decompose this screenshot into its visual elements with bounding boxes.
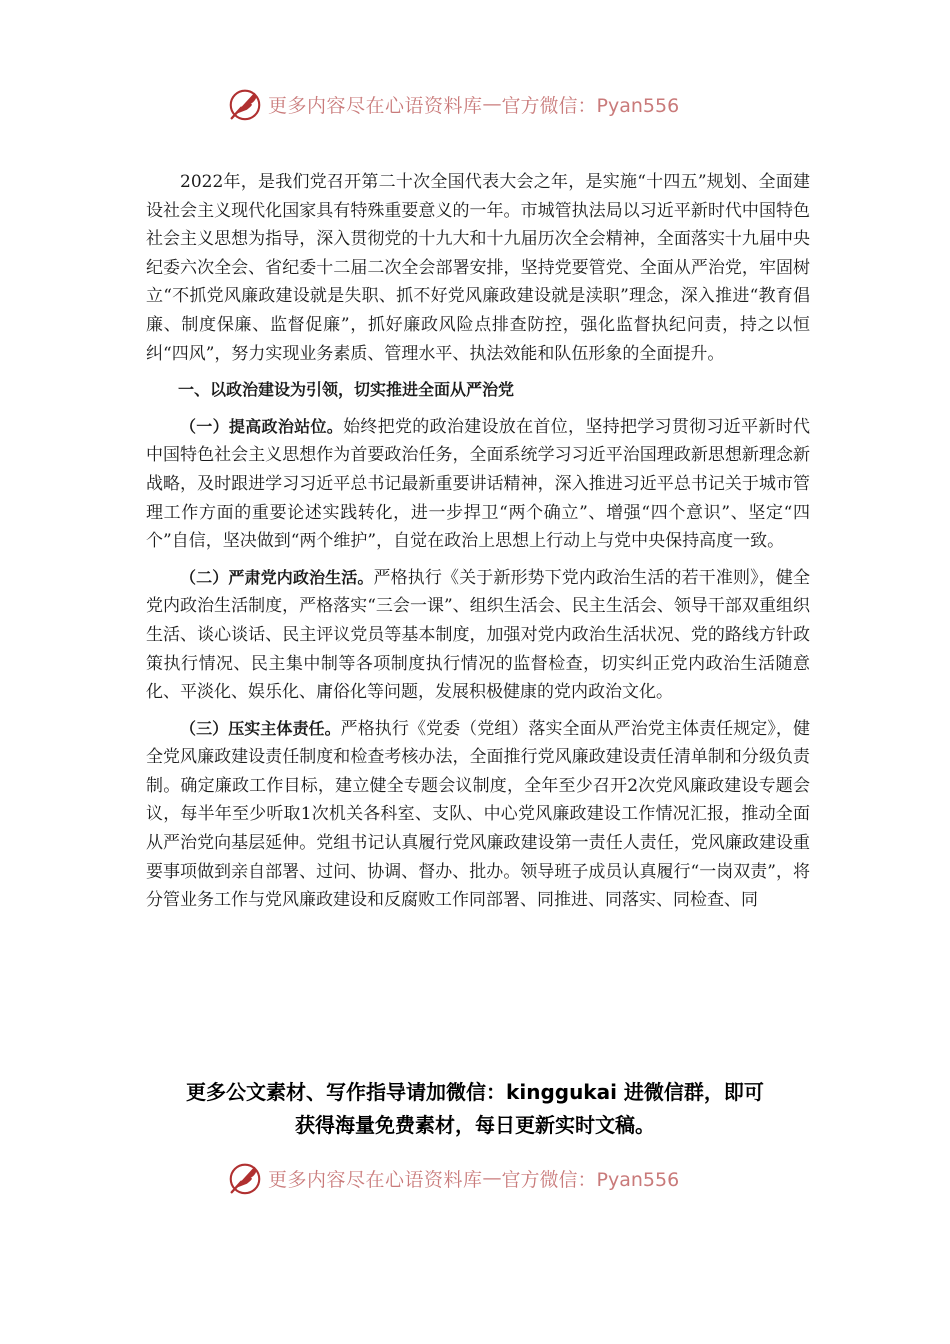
- promo-line: 更多公文素材、写作指导请加微信：kinggukai 进微信群，即可: [186, 1080, 764, 1104]
- item-lead: （二）严肃党内政治生活。: [180, 567, 374, 587]
- banner-contact: 官方微信：Pyan556: [501, 1168, 680, 1191]
- item-paragraph: [146, 564, 810, 707]
- item-lead: （三）压实主体责任。: [180, 718, 341, 738]
- footer-banner: [226, 1158, 679, 1198]
- item-paragraph: [146, 715, 810, 915]
- item-lead: （一）提高政治站位。: [180, 416, 344, 436]
- quill-logo-icon: [226, 1159, 264, 1197]
- banner-contact: 官方微信：Pyan556: [501, 94, 680, 117]
- banner-separator: —: [482, 93, 502, 115]
- item-body: 严格执行《关于新形势下党内政治生活的若干准则》，健全党内政治生活制度，严格落实“三会一课”、组织生活会、民主生活会、领导干部双重组织生活、谈心谈话、民主评议党员等基本制度，加强对党内政治生活状况、党的路线方针政策执行情况、民主集中制等各项制度执行情况的监督检查，切实纠正党内政治生活随意化、平淡化、娱乐化、庸俗化等问题，发展积极健康的党内政治文化。: [146, 567, 810, 703]
- promo-notice: [120, 1076, 830, 1142]
- section-heading: 一、以政治建设为引领，切实推进全面从严治党: [178, 380, 515, 400]
- header-banner: [226, 84, 679, 124]
- quill-logo-icon: [226, 85, 264, 123]
- item-paragraph: [146, 413, 810, 556]
- banner-text: 更多内容尽在心语资料库: [268, 1168, 483, 1191]
- document-body: [146, 168, 810, 915]
- item-body: 始终把党的政治建设放在首位，坚持把学习贯彻习近平新时代中国特色社会主义思想作为首要政治任务，全面系统学习习近平治国理政新思想新理念新战略，及时跟进学习习近平总书记最新重要讲话精神，深入推进习近平总书记关于城市管理工作方面的重要论述实践转化，进一步捍卫“两个确立”、增强“四个意识”、坚定“四个”自信，坚决做到“两个维护”，自觉在政治上思想上行动上与党中央保持高度一致。: [146, 416, 810, 552]
- item-body: 严格执行《党委（党组）落实全面从严治党主体责任规定》，健全党风廉政建设责任制度和检查考核办法，全面推行党风廉政建设责任清单制和分级负责制。确定廉政工作目标，建立健全专题会议制度，全年至少召开2次党风廉政建设专题会议，每半年至少听取1次机关各科室、支队、中心党风廉政建设工作情况汇报，推动全面从严治党向基层延伸。党组书记认真履行党风廉政建设第一责任人责任，党风廉政建设重要事项做到亲自部署、过问、协调、督办、批办。领导班子成员认真履行“一岗双责”，将分管业务工作与党风廉政建设和反腐败工作同部署、同推进、同落实、同检查、同: [146, 718, 810, 911]
- promo-line: 获得海量免费素材，每日更新实时文稿。: [295, 1113, 655, 1137]
- banner-separator: —: [482, 1167, 502, 1189]
- banner-text: 更多内容尽在心语资料库: [268, 94, 483, 117]
- intro-paragraph: 2022年，是我们党召开第二十次全国代表大会之年，是实施“十四五”规划、全面建设社会主义现代化国家具有特殊重要意义的一年。市城管执法局以习近平新时代中国特色社会主义思想为指导，深入贯彻党的十九大和十九届历次全会精神，全面落实十九届中央纪委六次全会、省纪委十二届二次全会部署安排，坚持党要管党、全面从严治党，牢固树立“不抓党风廉政建设就是失职、抓不好党风廉政建设就是渎职”理念，深入推进“教育倡廉、制度保廉、监督促廉”，抓好廉政风险点排查防控，强化监督执纪问责，持之以恒纠“四风”，努力实现业务素质、管理水平、执法效能和队伍形象的全面提升。: [146, 172, 810, 364]
